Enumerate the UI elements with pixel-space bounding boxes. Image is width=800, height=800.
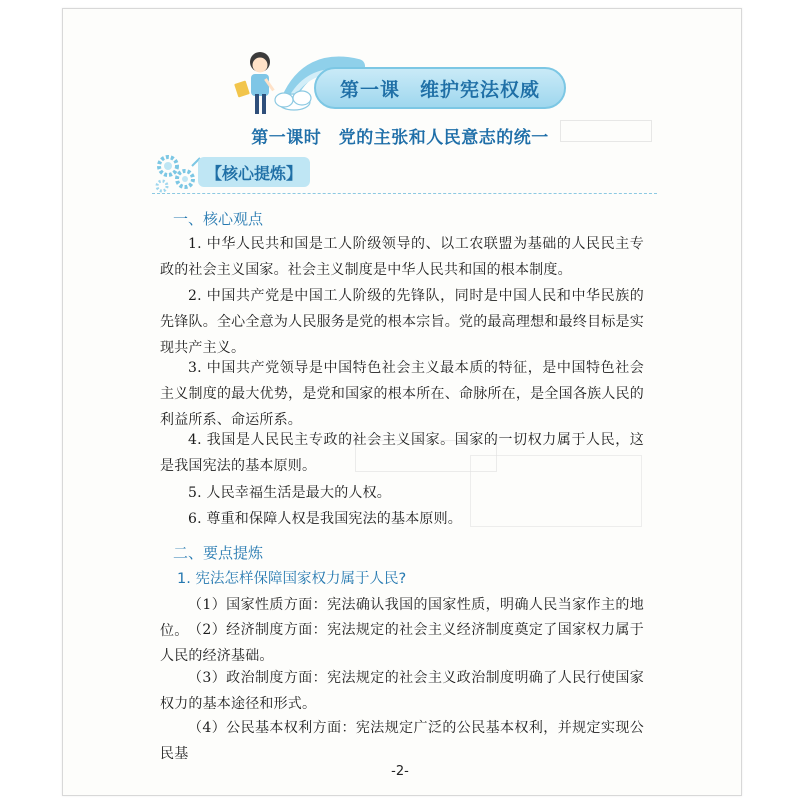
core-point-2: 2. 中国共产党是中国工人阶级的先锋队，同时是中国人民和中华民族的先锋队。全心全意为人民服务是党的根本宗旨。党的最高理想和最终目标是实现共产主义。 bbox=[160, 288, 644, 356]
section-title: 第一课时 党的主张和人民意志的统一 bbox=[251, 128, 549, 148]
gears-icon bbox=[152, 152, 204, 194]
section1-heading: 一、核心观点 bbox=[173, 210, 264, 228]
page-number: -2- bbox=[391, 764, 409, 779]
rainbow-cloud-icon bbox=[275, 91, 311, 110]
section2-heading: 二、要点提炼 bbox=[173, 544, 264, 562]
key-summary-tag: 【核心提炼】 bbox=[198, 157, 310, 187]
core-point-1: 1. 中华人民共和国是工人阶级领导的、以工农联盟为基础的人民民主专政的社会主义国家。社会主义制度是中华人民共和国的根本制度。 bbox=[160, 236, 644, 278]
dashed-divider bbox=[152, 193, 657, 194]
key-point-4: （4）公民基本权利方面：宪法规定广泛的公民基本权利，并规定实现公民基 bbox=[160, 720, 644, 762]
core-point-4: 4. 我国是人民民主专政的社会主义国家。国家的一切权力属于人民，这是我国宪法的基本原则。 bbox=[160, 432, 644, 474]
key-point-1: （1）国家性质方面：宪法确认我国的国家性质，明确人民当家作主的地位。 bbox=[160, 597, 644, 639]
lesson-title: 第一课 维护宪法权威 bbox=[314, 67, 566, 109]
key-point-2: （2）经济制度方面：宪法规定的社会主义经济制度奠定了国家权力属于人民的经济基础。 bbox=[160, 622, 644, 664]
key-point-3: （3）政治制度方面：宪法规定的社会主义政治制度明确了人民行使国家权力的基本途径和形式。 bbox=[160, 670, 644, 712]
core-point-6: 6. 尊重和保障人权是我国宪法的基本原则。 bbox=[188, 511, 463, 527]
core-point-3: 3. 中国共产党领导是中国特色社会主义最本质的特征，是中国特色社会主义制度的最大优势，是党和国家的根本所在、命脉所在，是全国各族人民的利益所系、命运所系。 bbox=[160, 360, 644, 428]
section2-subheading: 1. 宪法怎样保障国家权力属于人民? bbox=[177, 571, 407, 587]
core-point-5: 5. 人民幸福生活是最大的人权。 bbox=[188, 485, 392, 501]
